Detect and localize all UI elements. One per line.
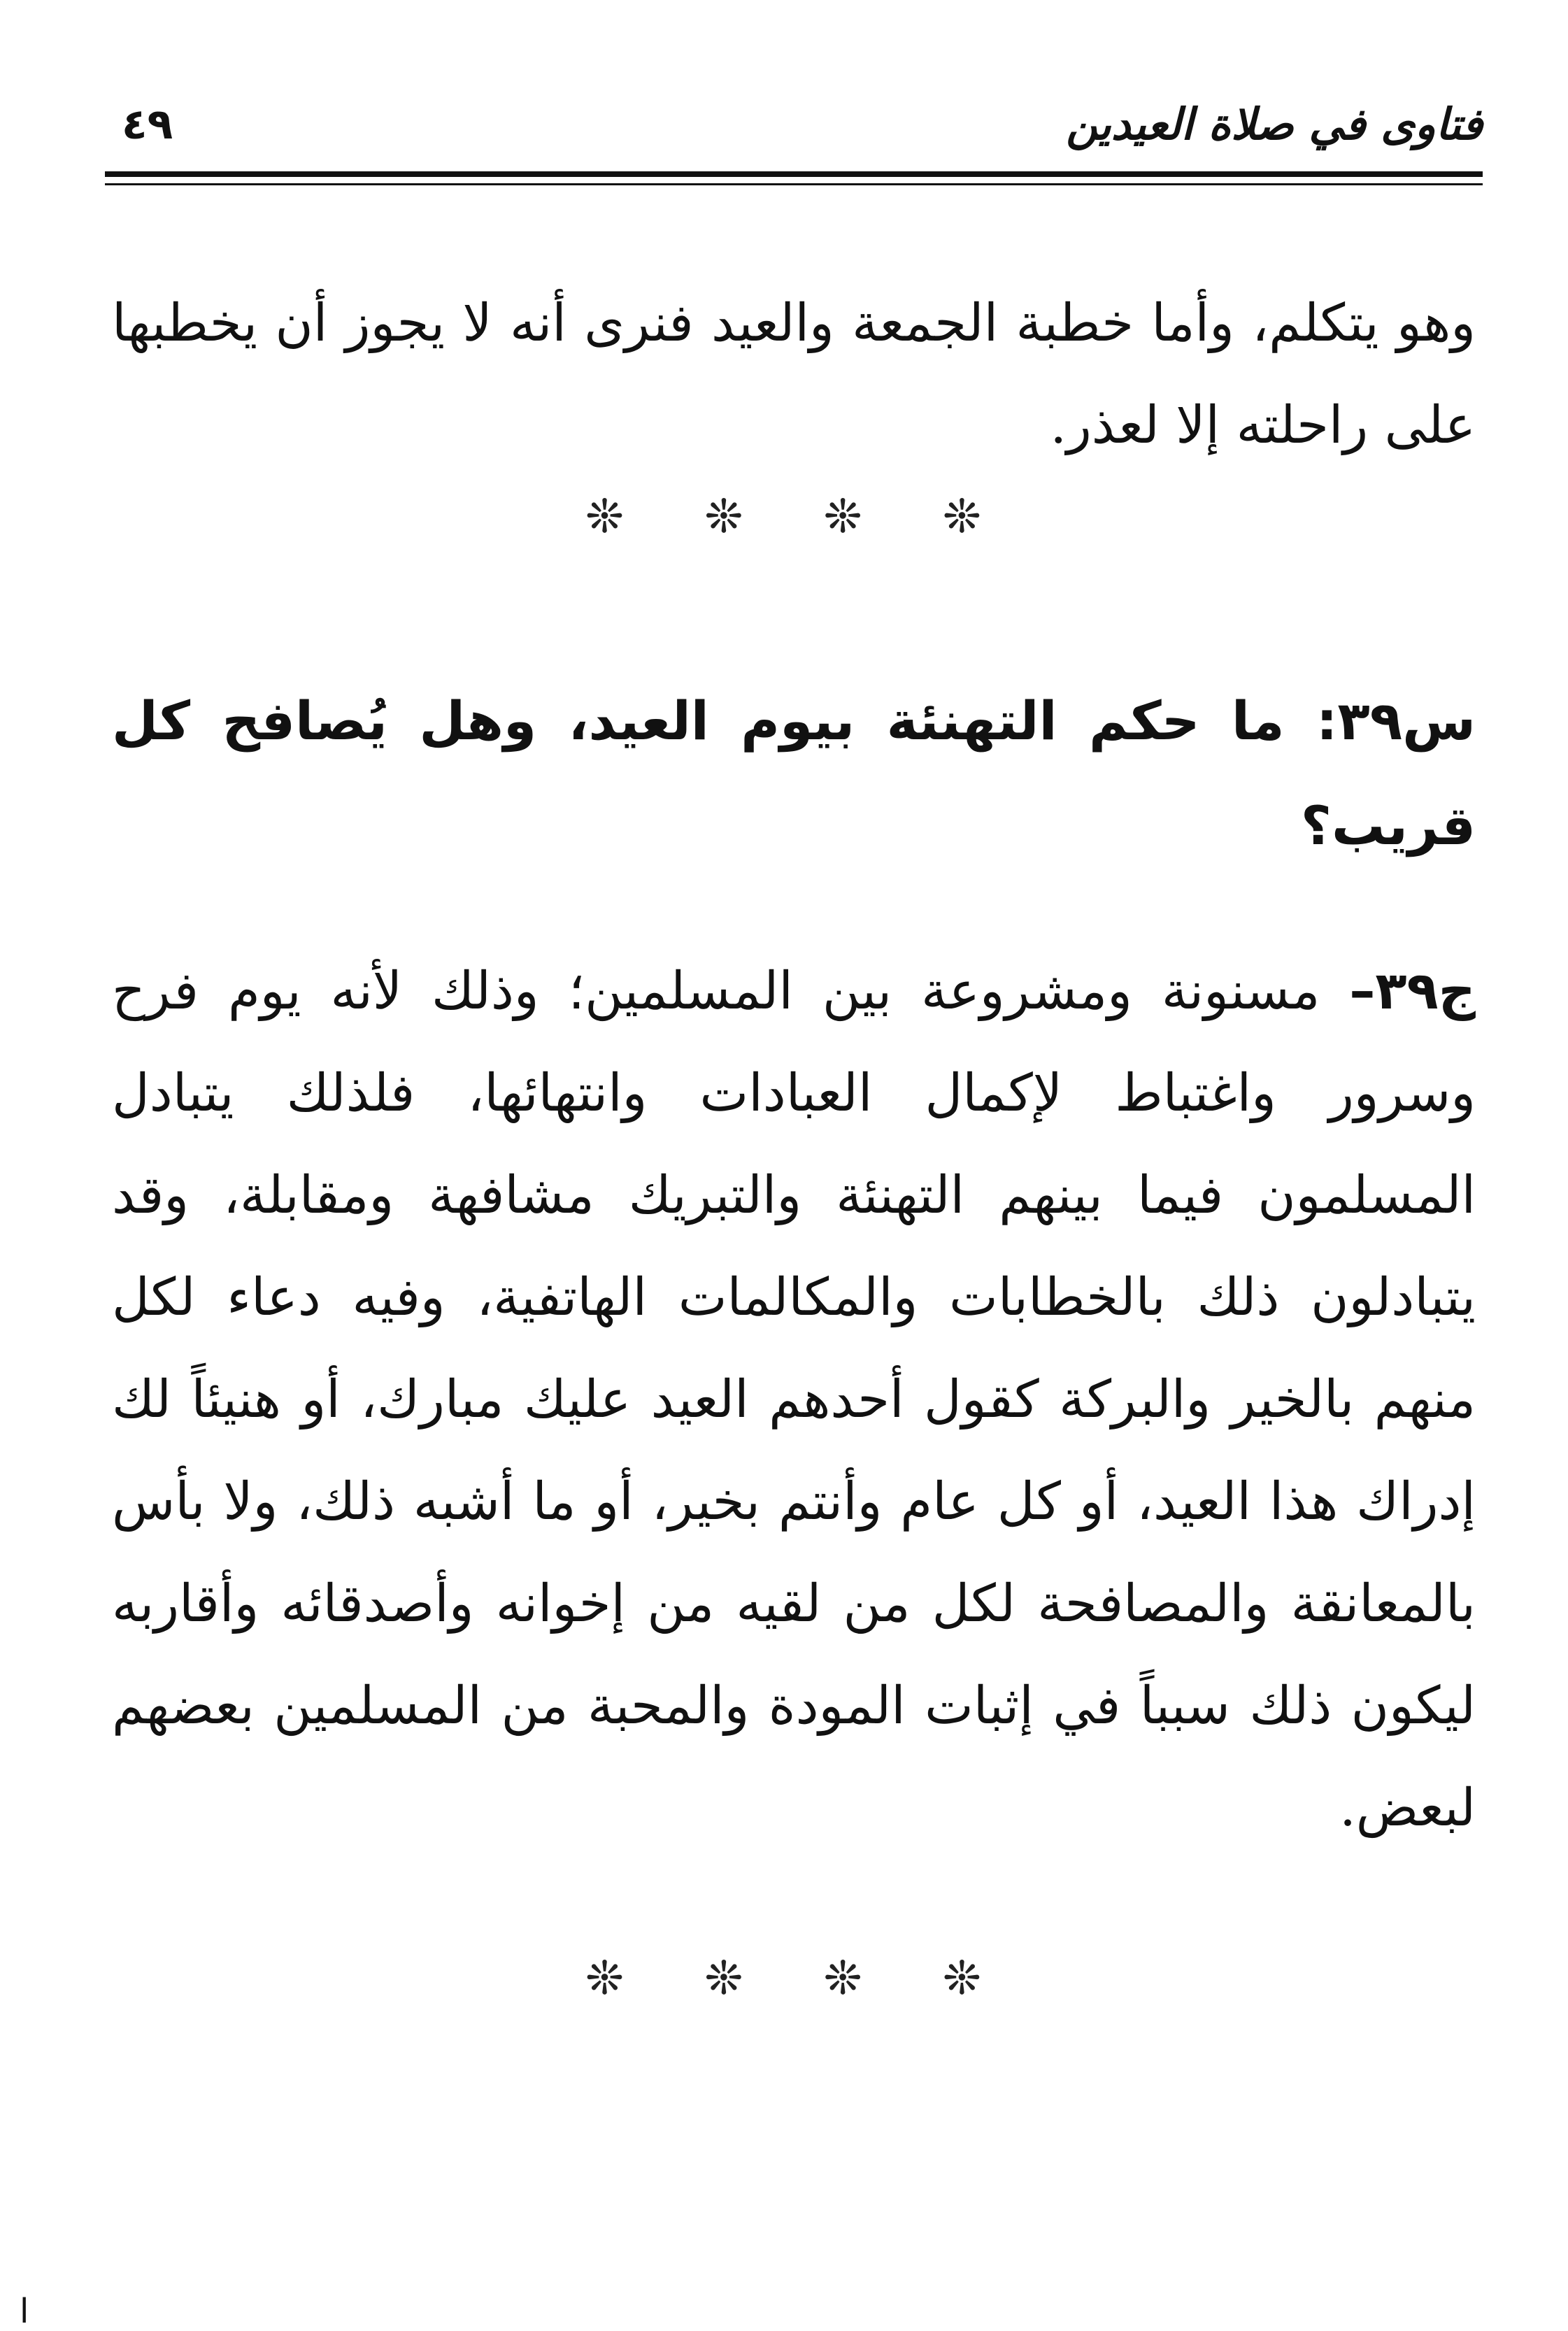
- page-header: [105, 84, 1483, 168]
- running-title: فتاوى في صلاة العيدين: [1066, 99, 1483, 150]
- section-separator: ❊ ❊ ❊ ❊: [585, 490, 983, 543]
- answer-text: مسنونة ومشروعة بين المسلمين؛ وذلك لأنه يوم فرح وسرور واغتباط لإكمال العبادات وانتهائها، فلذلك يتبادل المسلمون فيما بينهم التهنئة والتبريك مشافهة ومقابلة، وقد يتبادلون ذلك بالخطابات والمكالمات الهاتفية، وفيه دعاء لكل منهم بالخير والبركة كقول أحدهم العيد عليك مبارك، أو هنيئاً لك إدراك هذا العيد، أو كل عام وأنتم بخير، أو ما أشبه ذلك، ولا بأس بالمعانقة والمصافحة لكل من لقيه من إخوانه وأصدقائه وأقاربه ليكون ذلك سبباً في إثبات المودة والمحبة من المسلمين بعضهم لبعض.: [112, 961, 1476, 1838]
- continued-paragraph: وهو يتكلم، وأما خطبة الجمعة والعيد فنرى أنه لا يجوز أن يخطبها على راحلته إلا لعذر.: [112, 293, 1476, 455]
- question-heading: س٣٩: ما حكم التهنئة بيوم العيد، وهل يُصافح كل قريب؟: [112, 690, 1476, 857]
- answer-label: ج٣٩–: [1349, 961, 1476, 1021]
- footer-mark: ا: [20, 2292, 29, 2331]
- section-separator-end: ❊ ❊ ❊ ❊: [585, 1951, 983, 2005]
- page-number: ٤٩: [122, 100, 173, 149]
- header-rule-thick: [105, 171, 1483, 177]
- header-rule-thin: [105, 183, 1483, 185]
- answer-paragraph: [112, 940, 1476, 1859]
